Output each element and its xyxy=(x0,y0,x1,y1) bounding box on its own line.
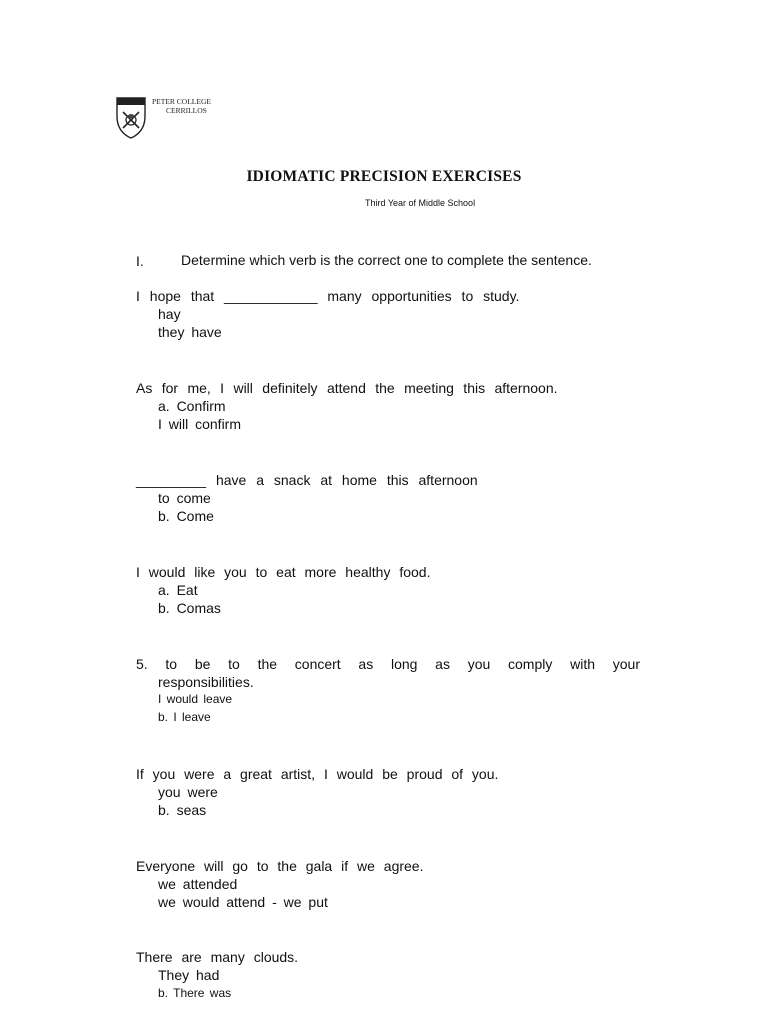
question-5-option-b: b. I leave xyxy=(158,710,211,724)
question-5-sentence-line2: responsibilities. xyxy=(158,674,254,690)
question-2-option-a: a. Confirm xyxy=(158,398,226,414)
question-1-option-a: hay xyxy=(158,306,181,322)
question-1-sentence: I hope that ____________ many opportunities to study. xyxy=(136,288,520,304)
question-7-sentence: Everyone will go to the gala if we agree. xyxy=(136,858,424,874)
question-4-sentence: I would like you to eat more healthy food. xyxy=(136,564,431,580)
question-2-option-b: I will confirm xyxy=(158,416,242,432)
section-instruction: Determine which verb is the correct one to complete the sentence. xyxy=(181,252,592,268)
question-4-option-b: b. Comas xyxy=(158,600,221,616)
question-3-option-a: to come xyxy=(158,490,211,506)
question-1-option-b: they have xyxy=(158,324,222,340)
question-5-option-a: I would leave xyxy=(158,692,233,706)
question-3-sentence: _________ have a snack at home this afternoon xyxy=(136,472,478,488)
question-7-option-a: we attended xyxy=(158,876,238,892)
question-7-option-b: we would attend - we put xyxy=(158,894,328,910)
question-8-option-b: b. There was xyxy=(158,986,232,1000)
question-2-sentence: As for me, I will definitely attend the meeting this afternoon. xyxy=(136,380,558,396)
school-crest-logo xyxy=(113,94,149,140)
question-5-sentence-line1: 5. to be to the concert as long as you comply with your xyxy=(136,656,640,672)
question-6-option-a: you were xyxy=(158,784,218,800)
question-6-option-b: b. seas xyxy=(158,802,207,818)
question-8-option-a: They had xyxy=(158,967,220,983)
question-3-option-b: b. Come xyxy=(158,508,214,524)
page-subtitle: Third Year of Middle School xyxy=(365,198,476,208)
question-6-sentence: If you were a great artist, I would be proud of you. xyxy=(136,766,499,782)
page-title: IDIOMATIC PRECISION EXERCISES xyxy=(246,168,522,185)
question-4-option-a: a. Eat xyxy=(158,582,198,598)
section-number: I. xyxy=(136,253,144,269)
school-name-line2: CERRILLOS xyxy=(166,106,207,115)
question-8-sentence: There are many clouds. xyxy=(136,949,299,965)
school-name-line1: PETER COLLEGE xyxy=(152,97,211,106)
